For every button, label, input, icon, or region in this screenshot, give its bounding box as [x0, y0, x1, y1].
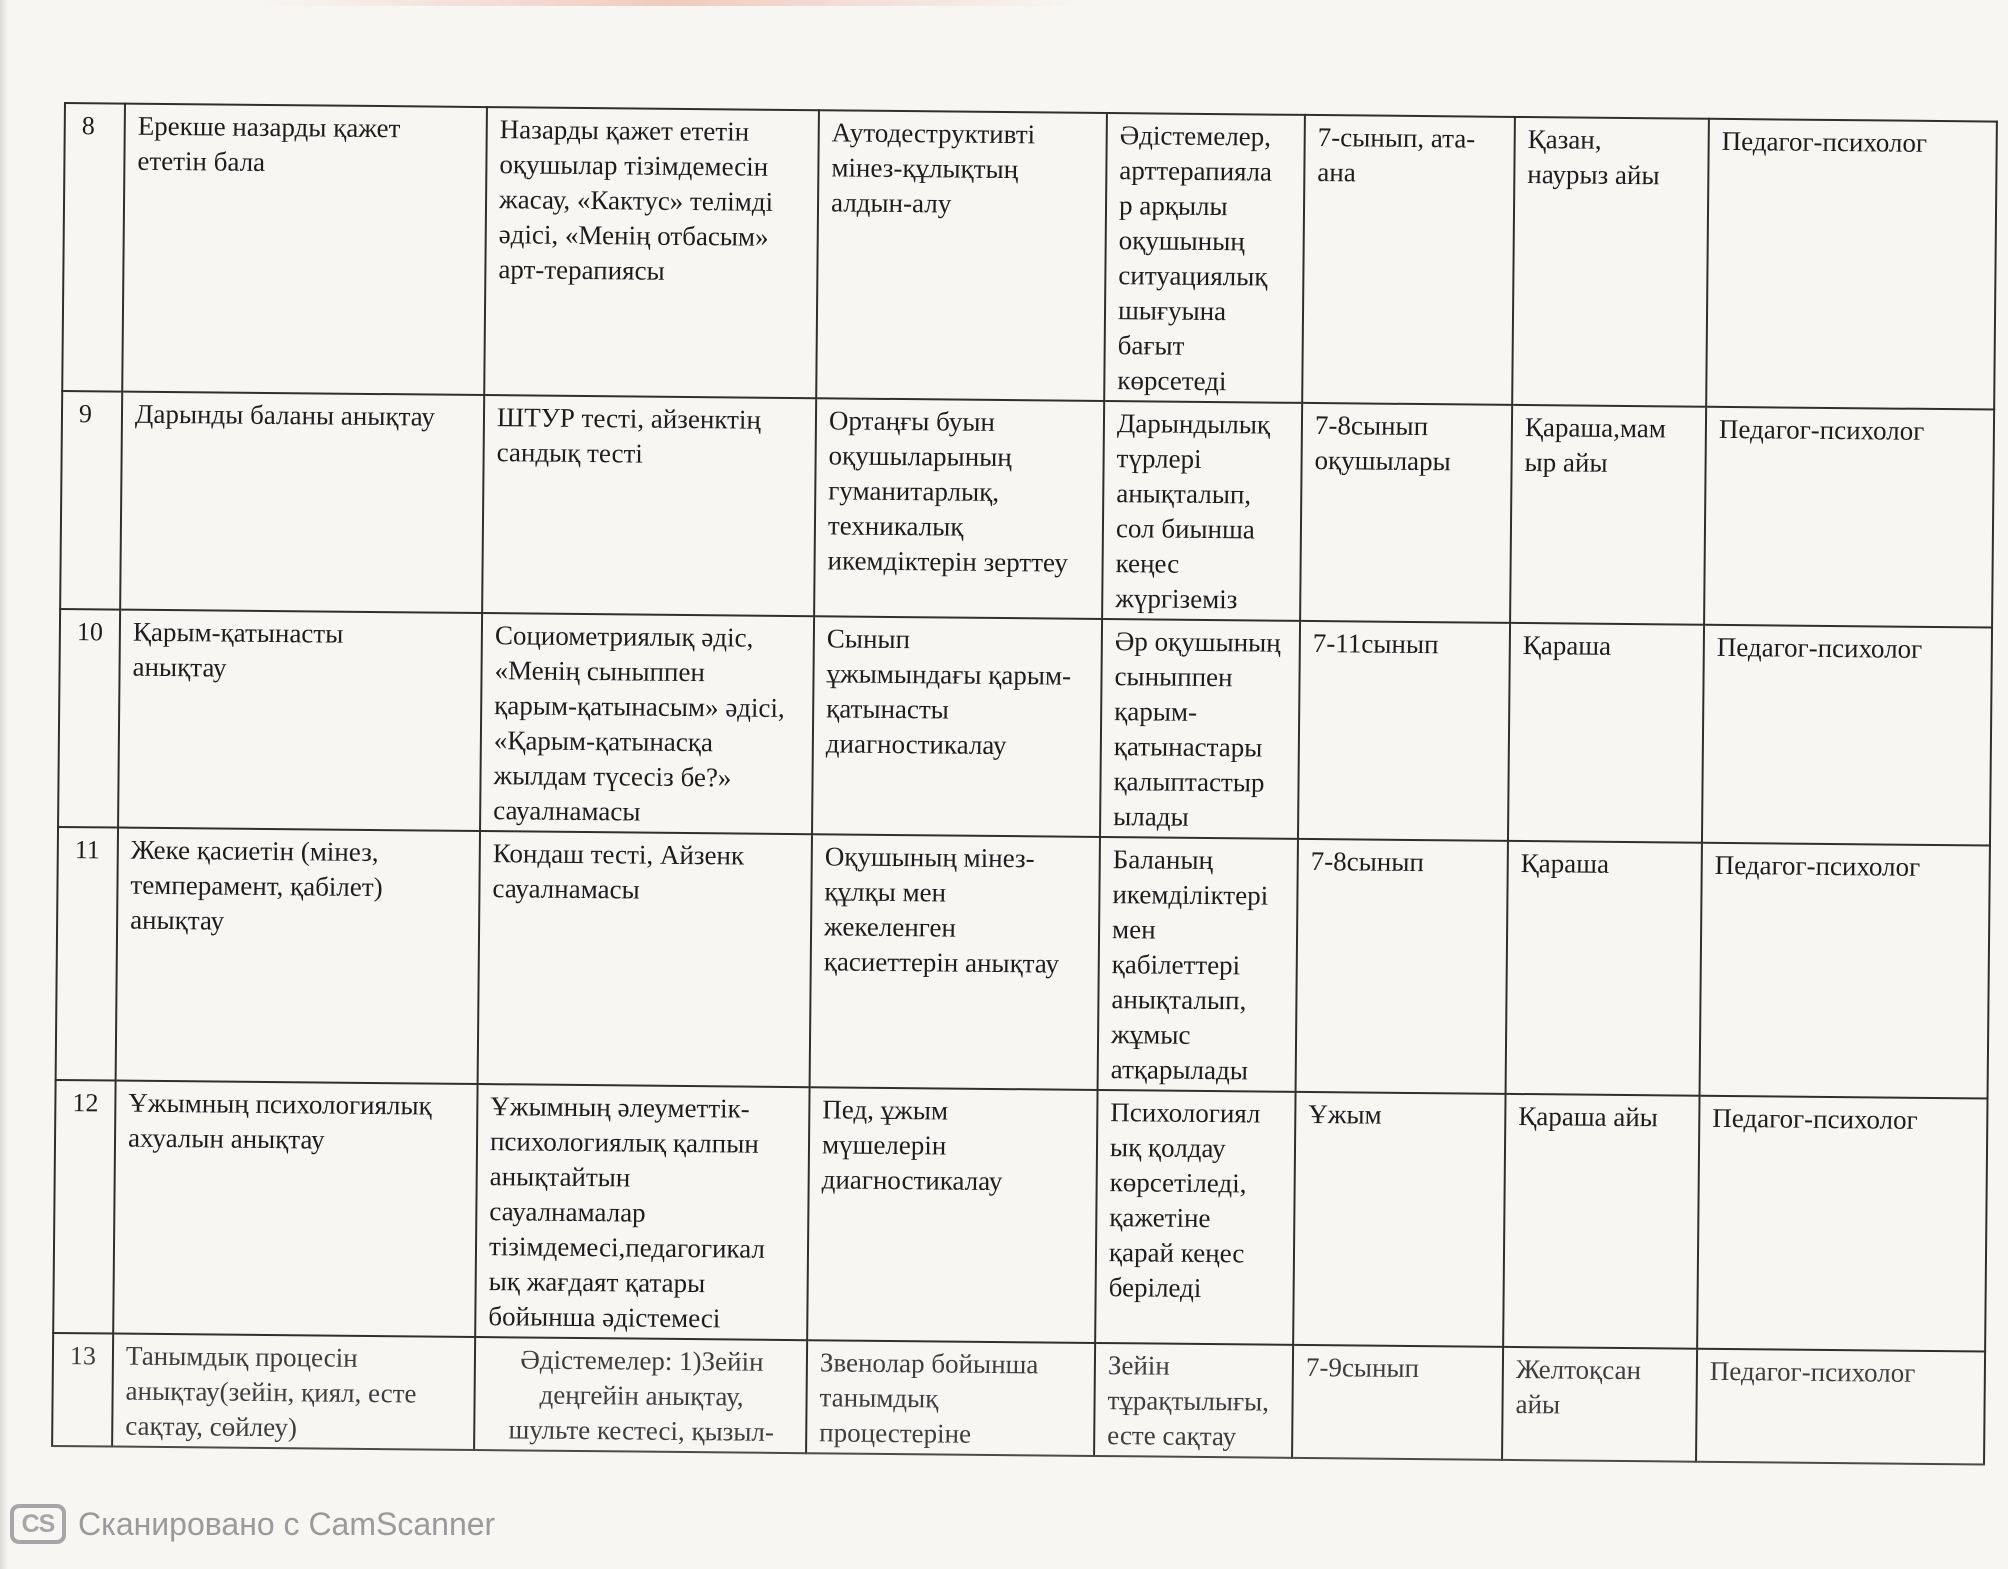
cell-audience-line: Ұжым — [1308, 1098, 1382, 1130]
cell-topic — [116, 828, 480, 1084]
cell-result-line: беріледі — [1108, 1272, 1202, 1303]
cell-topic-line: Ерекше назарды қажет — [137, 110, 401, 144]
cell-result-line: қарым- — [1114, 696, 1198, 727]
cell-result-line: анықталып, — [1111, 984, 1247, 1016]
cell-method-line: деңгейін анықтау, — [539, 1379, 744, 1412]
cell-method — [484, 107, 819, 398]
cell-result-line: тұрақтылығы, — [1107, 1385, 1270, 1417]
cell-result — [1100, 619, 1300, 839]
cell-result-line: икемділіктері — [1112, 879, 1269, 911]
cell-topic-line: Ұжымның психологиялық — [128, 1087, 432, 1121]
cell-audience — [1300, 403, 1512, 623]
plan-table — [51, 102, 1998, 1466]
cell-period-line: Қараша айы — [1518, 1101, 1659, 1133]
cell-responsible-line: Педагог-психолог — [1709, 1355, 1916, 1388]
row-number: 12 — [72, 1088, 99, 1118]
cell-result-line: сыныппен — [1114, 661, 1233, 693]
cell-number — [52, 1333, 113, 1447]
cell-goal-line: диагностикалау — [821, 1164, 1003, 1197]
cell-result — [1094, 1343, 1293, 1458]
cell-responsible-line: Педагог-психолог — [1712, 1102, 1918, 1135]
cell-period-line: ыр айы — [1524, 447, 1608, 478]
row-number: 11 — [74, 835, 101, 865]
cell-method-line: «Қарым-қатынасқа — [493, 725, 714, 758]
cell-method — [474, 1337, 807, 1453]
cell-method-line: Ұжымның әлеуметтік- — [490, 1091, 750, 1124]
cell-topic-line: Қарым-қатынасты — [132, 616, 344, 649]
cell-period-line: Қараша — [1522, 630, 1612, 661]
cell-method-line: әдісі, «Менің отбасым» — [498, 219, 769, 252]
cell-goal — [814, 398, 1104, 619]
cell-topic-line: анықтау — [132, 651, 227, 683]
row-number: 8 — [81, 111, 95, 141]
cell-method-line: оқушылар тізімдемесін — [499, 149, 769, 182]
cell-goal-line: процестеріне — [819, 1417, 972, 1449]
table-row — [53, 1080, 1987, 1352]
row-number: 10 — [76, 617, 104, 647]
cell-audience-line: ана — [1317, 157, 1356, 188]
cell-goal-line: Аутодеструктивті — [831, 117, 1036, 150]
cell-period-line: Қазан, — [1527, 124, 1602, 155]
cell-result-line: р арқылы — [1118, 190, 1228, 222]
cell-goal-line: Звенолар бойынша — [819, 1347, 1039, 1380]
plan-table-body — [52, 103, 1997, 1464]
cell-result — [1095, 1090, 1295, 1345]
cell-result-line: қалыптастыр — [1113, 766, 1265, 798]
cell-method-line: Назарды қажет ететін — [499, 114, 750, 147]
cell-result-line: түрлері — [1116, 443, 1202, 474]
scanned-page — [52, 102, 1996, 1452]
cell-topic — [118, 610, 482, 831]
cell-period — [1503, 1094, 1699, 1349]
cell-result-line: ық қолдау — [1109, 1132, 1226, 1164]
cell-period-line: Қараша,мам — [1524, 412, 1667, 444]
cell-period — [1502, 1347, 1697, 1462]
cell-method — [475, 1084, 809, 1340]
cell-method-line: анықтайтын — [489, 1161, 631, 1193]
cell-audience — [1298, 621, 1510, 841]
cell-number — [56, 827, 118, 1081]
cell-result-line: сол биынша — [1115, 513, 1256, 545]
cell-goal-line: Пед, ұжым — [822, 1094, 949, 1126]
cell-audience-line: 7-11сынып — [1312, 628, 1439, 660]
cell-number — [58, 609, 120, 828]
cell-result-line: арттерапияла — [1119, 155, 1273, 187]
cell-topic-line: Танымдық процесін — [125, 1340, 358, 1373]
cell-number — [62, 103, 125, 392]
cell-method-line: жасау, «Кактус» телімді — [498, 184, 774, 217]
cell-result-line: есте сақтау — [1107, 1420, 1237, 1452]
cell-method — [478, 831, 812, 1087]
cell-goal-line: қасиеттерін анықтау — [823, 946, 1060, 979]
cell-responsible-line: Педагог-психолог — [1716, 631, 1923, 664]
cell-goal-line: гуманитарлық, — [828, 475, 1000, 507]
cell-result-line: бағыт — [1117, 330, 1185, 361]
cell-method-line: шульте кестесі, қызыл- — [508, 1414, 775, 1447]
cell-audience-line: 7-сынып, ата- — [1317, 122, 1476, 154]
cell-result-line: қажетіне — [1109, 1202, 1211, 1234]
cell-result-line: шығуына — [1117, 295, 1227, 327]
cell-number — [53, 1080, 115, 1334]
cell-responsible — [1697, 1096, 1987, 1352]
cell-method-line: сауалнамасы — [492, 873, 640, 905]
cell-audience — [1296, 839, 1508, 1094]
table-row — [56, 827, 1990, 1099]
row-number: 13 — [69, 1341, 97, 1371]
cell-method-line: жылдам түсесіз бе?» — [493, 760, 732, 793]
cell-responsible — [1696, 1349, 1985, 1465]
cell-goal-line: Ортаңғы буын — [828, 405, 996, 437]
cell-topic-line: анықтау — [130, 904, 225, 936]
cell-result-line: Дарындылық — [1116, 408, 1271, 440]
cell-goal-line: икемдіктерін зерттеу — [827, 545, 1068, 578]
cell-result-line: қарай кеңес — [1108, 1237, 1245, 1269]
cell-goal-line: оқушыларының — [828, 440, 1012, 473]
cell-result-line: Әр оқушының — [1114, 626, 1281, 658]
cell-topic-line: Дарынды баланы анықтау — [134, 398, 435, 432]
camscanner-watermark — [10, 1502, 495, 1546]
cell-method-line: ШТУР тесті, айзенктің — [496, 402, 762, 435]
cell-goal-line: танымдық — [819, 1382, 939, 1414]
cell-topic-line: анықтау(зейін, қиял, есте — [125, 1375, 417, 1409]
cell-topic-line: ететін бала — [137, 145, 266, 177]
cell-goal-line: мүшелерін — [821, 1129, 947, 1161]
table-row — [58, 609, 1992, 846]
cell-goal-line: Оқушының мінез- — [824, 841, 1035, 874]
cell-method — [482, 395, 816, 616]
cell-result — [1098, 837, 1298, 1092]
cell-responsible-line: Педагог-психолог — [1721, 125, 1928, 158]
cell-topic-line: темперамент, қабілет) — [130, 869, 383, 903]
cell-result-line: көрсетеді — [1117, 365, 1227, 397]
cell-period-line: Желтоқсан — [1515, 1353, 1642, 1386]
cell-goal — [810, 834, 1100, 1090]
cell-responsible — [1706, 119, 1997, 410]
cell-goal-line: алдын-алу — [830, 187, 952, 219]
cell-result-line: атқарылады — [1110, 1054, 1249, 1086]
cell-responsible — [1700, 843, 1990, 1099]
cell-method-line: сандық тесті — [496, 437, 644, 469]
cell-result-line: ситуациялық — [1118, 260, 1268, 292]
cell-topic-line: сақтау, сөйлеу) — [125, 1410, 298, 1443]
cell-result-line: қатынастары — [1113, 731, 1263, 763]
cell-responsible — [1702, 625, 1992, 846]
cell-result-line: көрсетіледі, — [1109, 1167, 1247, 1199]
cell-goal — [806, 1340, 1095, 1456]
cell-method-line: сауалнамасы — [493, 795, 641, 827]
cell-topic — [120, 392, 484, 613]
cell-goal — [812, 616, 1102, 837]
cell-audience — [1302, 115, 1515, 405]
cell-period-line: айы — [1515, 1388, 1561, 1420]
cell-goal-line: мінез-құлықтың — [831, 152, 1019, 185]
cell-number — [60, 391, 122, 610]
camscanner-label: Сканировано с CamScanner — [78, 1505, 496, 1542]
cell-goal — [807, 1087, 1097, 1343]
cell-audience-line: 7-8сынып — [1310, 846, 1425, 878]
cell-method — [480, 613, 814, 834]
cell-goal-line: диагностикалау — [825, 728, 1007, 761]
cell-topic-line: ахуалын анықтау — [127, 1122, 325, 1155]
cell-audience-line: 7-8сынып — [1314, 410, 1429, 442]
cell-method-line: қарым-қатынасым» әдісі, — [494, 690, 785, 723]
cell-audience-line: 7-9сынып — [1305, 1351, 1420, 1384]
table-row — [60, 391, 1994, 628]
cell-goal-line: жекеленген — [823, 911, 957, 943]
table-row — [52, 1333, 1985, 1465]
cell-goal — [816, 110, 1107, 401]
cell-goal-line: Сынып — [826, 623, 911, 655]
cell-result — [1104, 113, 1305, 403]
table-row — [62, 103, 1997, 410]
cell-responsible — [1704, 407, 1994, 628]
cell-period — [1506, 841, 1702, 1096]
cell-responsible-line: Педагог-психолог — [1718, 413, 1925, 446]
cell-method-line: «Менің сыныппен — [494, 655, 706, 688]
camscanner-logo-icon: CS — [10, 1504, 66, 1544]
cell-method-line: бойынша әдістемесі — [488, 1301, 721, 1334]
cell-method-line: Әдістемелер: 1)Зейін — [520, 1344, 764, 1377]
cell-responsible-line: Педагог-психолог — [1714, 849, 1921, 882]
cell-goal-line: қатынасты — [826, 693, 950, 725]
top-scan-shadow — [260, 0, 1080, 6]
cell-method-line: ық жағдаят қатары — [488, 1266, 706, 1299]
cell-topic — [113, 1081, 477, 1337]
cell-topic-line: Жеке қасиетін (мінез, — [130, 834, 379, 868]
cell-period-line: Қараша — [1520, 848, 1610, 879]
cell-goal-line: техникалық — [827, 510, 964, 542]
cell-result-line: анықталып, — [1116, 478, 1252, 510]
row-number: 9 — [78, 399, 93, 429]
cell-period — [1508, 623, 1704, 843]
cell-result — [1102, 401, 1302, 621]
cell-method-line: тізімдемесі,педагогикал — [488, 1231, 766, 1264]
cell-method-line: Социометриялық әдіс, — [494, 620, 754, 653]
cell-audience-line: оқушылары — [1314, 445, 1451, 477]
cell-topic — [122, 104, 487, 395]
cell-period — [1512, 117, 1709, 407]
cell-topic — [112, 1334, 475, 1450]
cell-method-line: сауалнамалар — [489, 1196, 646, 1228]
cell-result-line: кеңес — [1115, 548, 1180, 579]
cell-result-line: Баланың — [1112, 844, 1214, 876]
cell-result-line: ылады — [1113, 801, 1189, 832]
cell-result-line: жұмыс — [1110, 1019, 1191, 1050]
cell-audience — [1293, 1092, 1505, 1347]
cell-result-line: оқушының — [1118, 225, 1245, 257]
cell-period-line: наурыз айы — [1527, 159, 1660, 191]
cell-method-line: арт-терапиясы — [498, 254, 665, 286]
cell-result-line: қабілеттері — [1111, 949, 1241, 981]
cell-result-line: Психологиял — [1110, 1097, 1261, 1129]
cell-period — [1510, 405, 1706, 625]
cell-result-line: мен — [1111, 914, 1156, 945]
cell-goal-line: ұжымындағы қарым- — [826, 658, 1072, 691]
cell-result-line: Зейін — [1107, 1350, 1170, 1381]
cell-method-line: Кондаш тесті, Айзенк — [492, 838, 745, 871]
cell-result-line: жүргіземіз — [1115, 583, 1238, 615]
cell-audience — [1292, 1345, 1503, 1460]
cell-method-line: психологиялық қалпын — [489, 1126, 759, 1159]
cell-goal-line: құлқы мен — [824, 876, 947, 908]
left-scan-edge — [0, 0, 8, 1569]
cell-result-line: Әдістемелер, — [1119, 120, 1272, 152]
